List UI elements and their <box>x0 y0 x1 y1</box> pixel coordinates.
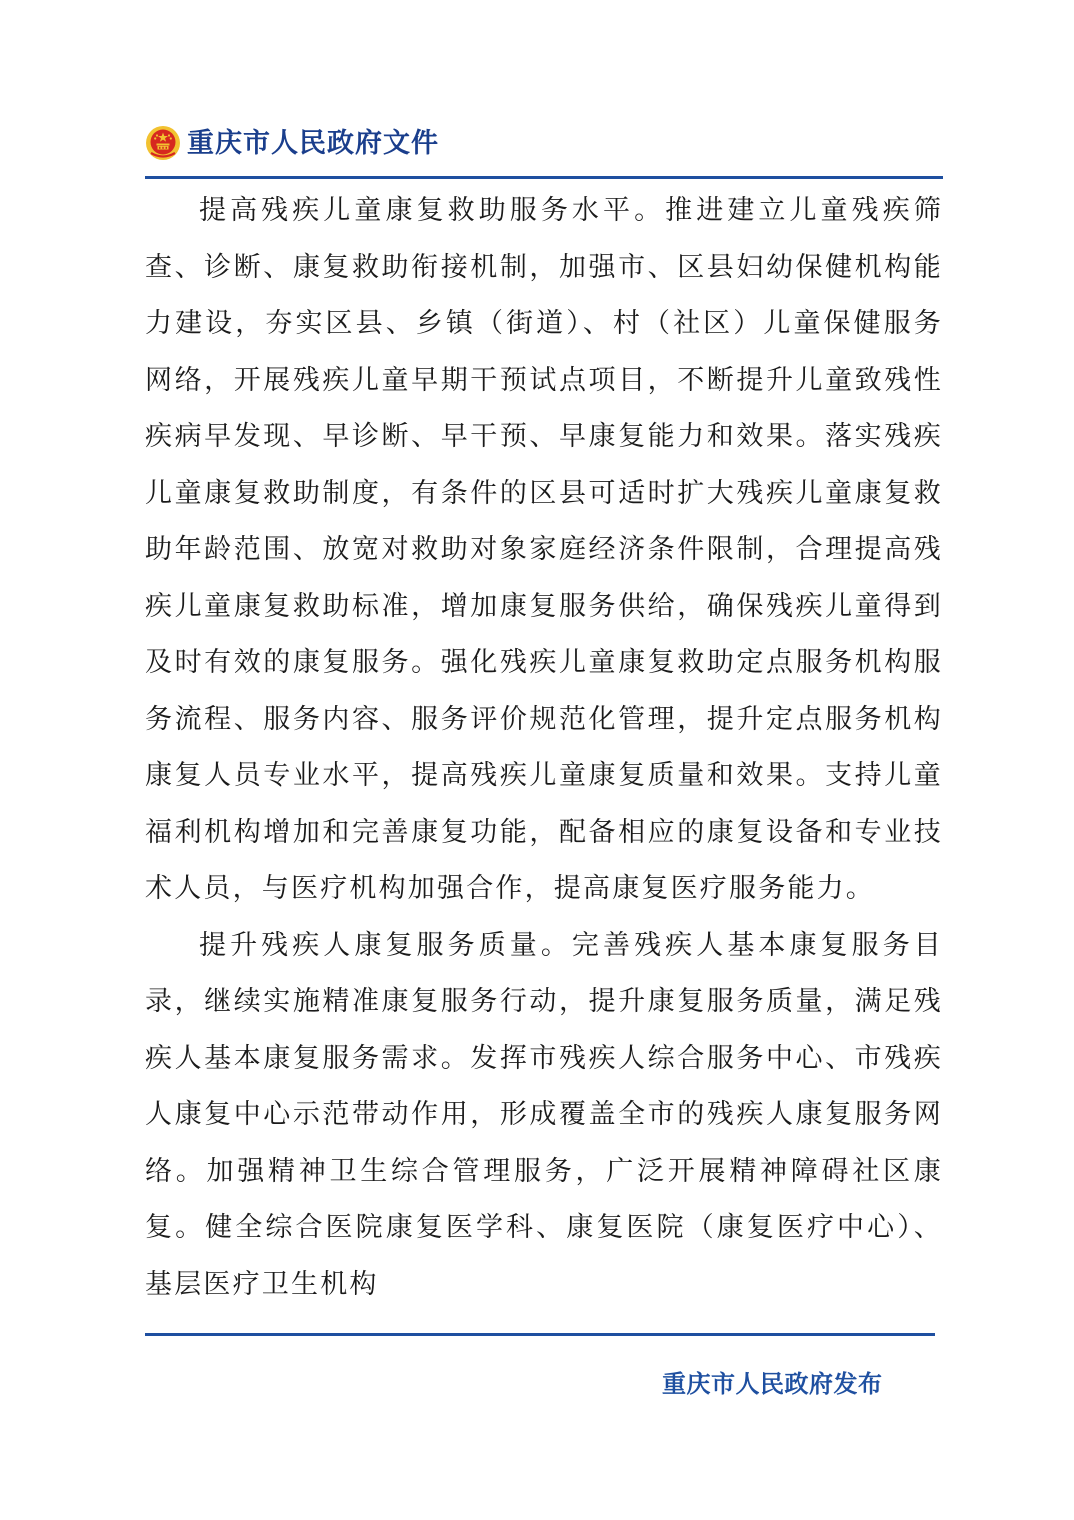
header-divider <box>145 176 943 179</box>
document-header-title: 重庆市人民政府文件 <box>187 127 439 159</box>
document-header <box>145 118 943 168</box>
footer-divider <box>145 1333 935 1336</box>
footer-publisher: 重庆市人民政府发布 <box>662 1369 883 1398</box>
document-body <box>145 183 943 1313</box>
national-emblem-icon <box>145 125 181 161</box>
body-paragraph-children-rehab: 提高残疾儿童康复救助服务水平。推进建立儿童残疾筛查、诊断、康复救助衔接机制，加强市、区县妇幼保健机构能力建设，夯实区县、乡镇（街道）、村（社区）儿童保健服务网络，开展残疾儿童早期干预试点项目，不断提升儿童致残性疾病早发现、早诊断、早干预、早康复能力和效果。落实残疾儿童康复救助制度，有条件的区县可适时扩大残疾儿童康复救助年龄范围、放宽对救助对象家庭经济条件限制，合理提高残疾儿童康复救助标准，增加康复服务供给，确保残疾儿童得到及时有效的康复服务。强化残疾儿童康复救助定点服务机构服务流程、服务内容、服务评价规范化管理，提升定点服务机构康复人员专业水平，提高残疾儿童康复质量和效果。支持儿童福利机构增加和完善康复功能，配备相应的康复设备和专业技术人员，与医疗机构加强合作，提高康复医疗服务能力。 <box>145 195 943 904</box>
body-paragraph-rehab-quality: 提升残疾人康复服务质量。完善残疾人基本康复服务目录，继续实施精准康复服务行动，提升康复服务质量，满足残疾人基本康复服务需求。发挥市残疾人综合服务中心、市残疾人康复中心示范带动作用，形成覆盖全市的残疾人康复服务网络。加强精神卫生综合管理服务，广泛开展精神障碍社区康复。健全综合医院康复医学科、康复医院（康复医疗中心）、基层医疗卫生机构 <box>145 929 943 1300</box>
